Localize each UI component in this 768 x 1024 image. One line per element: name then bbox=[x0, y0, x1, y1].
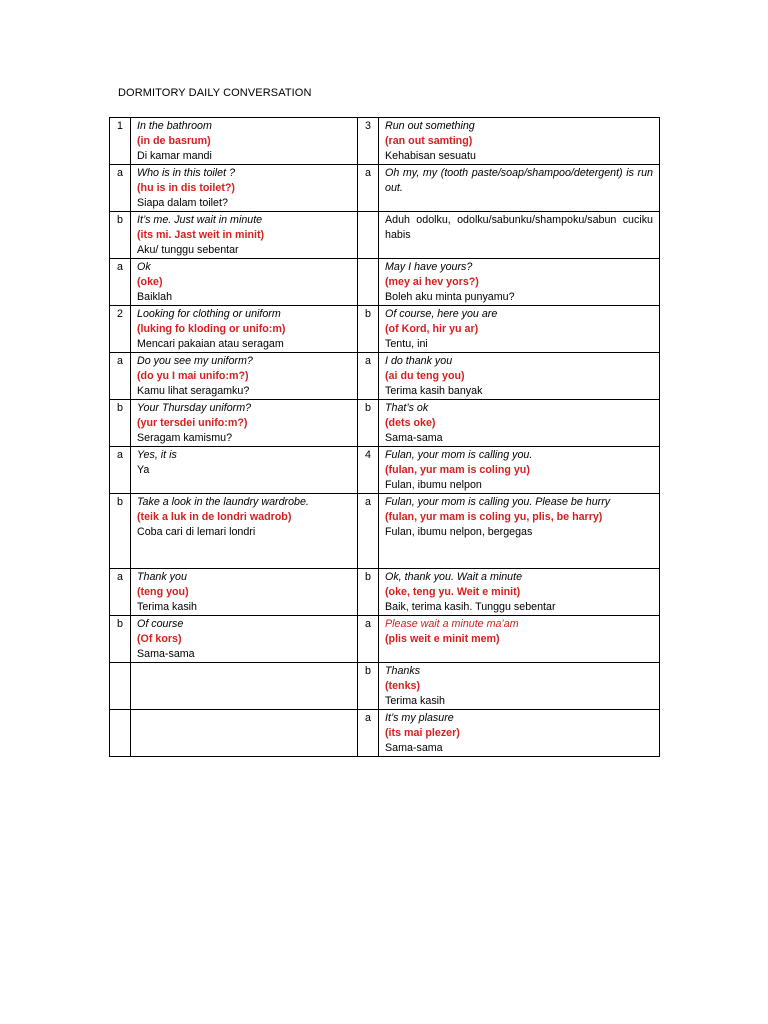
right-marker-cell: a bbox=[358, 353, 379, 400]
table-row bbox=[110, 212, 660, 259]
english-line: Thanks bbox=[385, 665, 421, 677]
left-dialogue-cell bbox=[131, 212, 358, 259]
english-line: Who is in this toilet ? bbox=[137, 167, 236, 179]
left-marker-cell: 2 bbox=[110, 306, 131, 353]
left-marker-cell: b bbox=[110, 494, 131, 569]
right-marker-cell: a bbox=[358, 494, 379, 569]
english-line: It’s my plasure bbox=[385, 712, 454, 724]
pronunciation-line: (yur tersdei unifo:m?) bbox=[137, 417, 248, 429]
right-dialogue-cell bbox=[379, 494, 660, 569]
left-dialogue-cell bbox=[131, 400, 358, 447]
pronunciation-line: (fulan, yur mam is coling yu, plis, be harry) bbox=[385, 511, 603, 523]
table-row bbox=[110, 118, 660, 165]
english-line: Please wait a minute ma’am bbox=[385, 618, 519, 630]
right-dialogue-cell bbox=[379, 616, 660, 663]
right-dialogue-cell bbox=[379, 663, 660, 710]
indonesian-line: Aduh odolku, odolku/sabunku/shampoku/sabun cuciku habis bbox=[385, 214, 653, 241]
indonesian-line: Tentu, ini bbox=[385, 338, 428, 350]
english-line: Looking for clothing or uniform bbox=[137, 308, 281, 320]
right-marker-cell bbox=[358, 212, 379, 259]
english-line: Of course bbox=[137, 618, 184, 630]
pronunciation-line: (its mai plezer) bbox=[385, 727, 460, 739]
right-dialogue-cell bbox=[379, 710, 660, 757]
right-dialogue-cell bbox=[379, 400, 660, 447]
indonesian-line: Fulan, ibumu nelpon bbox=[385, 479, 482, 491]
indonesian-line: Baiklah bbox=[137, 291, 173, 303]
pronunciation-line: (hu is in dis toilet?) bbox=[137, 182, 235, 194]
pronunciation-line: (plis weit e minit mem) bbox=[385, 633, 500, 645]
pronunciation-line: (do yu I mai unifo:m?) bbox=[137, 370, 249, 382]
left-marker-cell: b bbox=[110, 616, 131, 663]
right-dialogue-cell bbox=[379, 165, 660, 212]
right-marker-cell: a bbox=[358, 710, 379, 757]
table-row bbox=[110, 447, 660, 494]
english-line: Fulan, your mom is calling you. bbox=[385, 449, 533, 461]
pronunciation-line: (ai du teng you) bbox=[385, 370, 465, 382]
left-marker-cell bbox=[110, 663, 131, 710]
right-dialogue-cell bbox=[379, 447, 660, 494]
english-line: That’s ok bbox=[385, 402, 429, 414]
indonesian-line: Sama-sama bbox=[385, 432, 443, 444]
english-line: Ok, thank you. Wait a minute bbox=[385, 571, 523, 583]
right-marker-cell: a bbox=[358, 165, 379, 212]
english-line: Your Thursday uniform? bbox=[137, 402, 252, 414]
pronunciation-line: (fulan, yur mam is coling yu) bbox=[385, 464, 530, 476]
left-dialogue-cell bbox=[131, 494, 358, 569]
pronunciation-line: (of Kord, hir yu ar) bbox=[385, 323, 479, 335]
left-marker-cell: b bbox=[110, 212, 131, 259]
pronunciation-line: (teik a luk in de londri wadrob) bbox=[137, 511, 292, 523]
pronunciation-line: (Of kors) bbox=[137, 633, 182, 645]
right-marker-cell: b bbox=[358, 569, 379, 616]
table-row bbox=[110, 569, 660, 616]
conversation-table-body bbox=[110, 118, 660, 757]
english-line: Run out something bbox=[385, 120, 475, 132]
right-dialogue-cell bbox=[379, 569, 660, 616]
left-dialogue-cell bbox=[131, 165, 358, 212]
left-dialogue-cell bbox=[131, 710, 358, 757]
right-dialogue-cell bbox=[379, 118, 660, 165]
indonesian-line: Terima kasih bbox=[385, 695, 445, 707]
left-marker-cell: a bbox=[110, 447, 131, 494]
right-marker-cell bbox=[358, 259, 379, 306]
indonesian-line: Coba cari di lemari londri bbox=[137, 526, 256, 538]
indonesian-line: Mencari pakaian atau seragam bbox=[137, 338, 284, 350]
pronunciation-line: (oke) bbox=[137, 276, 163, 288]
table-row bbox=[110, 616, 660, 663]
pronunciation-line: (tenks) bbox=[385, 680, 421, 692]
english-line: Ok bbox=[137, 261, 151, 273]
indonesian-line: Siapa dalam toilet? bbox=[137, 197, 228, 209]
table-row bbox=[110, 494, 660, 569]
indonesian-line: Baik, terima kasih. Tunggu sebentar bbox=[385, 601, 556, 613]
left-marker-cell: b bbox=[110, 400, 131, 447]
indonesian-line: Boleh aku minta punyamu? bbox=[385, 291, 515, 303]
pronunciation-line: (teng you) bbox=[137, 586, 189, 598]
indonesian-line: Sama-sama bbox=[385, 742, 443, 754]
left-marker-cell bbox=[110, 710, 131, 757]
english-line: In the bathroom bbox=[137, 120, 212, 132]
english-line: May I have yours? bbox=[385, 261, 473, 273]
left-dialogue-cell bbox=[131, 616, 358, 663]
right-marker-cell: b bbox=[358, 306, 379, 353]
english-line: It’s me. Just wait in minute bbox=[137, 214, 263, 226]
pronunciation-line: (dets oke) bbox=[385, 417, 436, 429]
table-row bbox=[110, 663, 660, 710]
table-row bbox=[110, 165, 660, 212]
table-row bbox=[110, 400, 660, 447]
indonesian-line: Ya bbox=[137, 464, 150, 476]
right-dialogue-cell bbox=[379, 306, 660, 353]
pronunciation-line: (in de basrum) bbox=[137, 135, 211, 147]
right-dialogue-cell bbox=[379, 212, 660, 259]
indonesian-line: Seragam kamismu? bbox=[137, 432, 233, 444]
indonesian-line: Sama-sama bbox=[137, 648, 195, 660]
english-line: Yes, it is bbox=[137, 449, 177, 461]
right-marker-cell: a bbox=[358, 616, 379, 663]
pronunciation-line: (oke, teng yu. Weit e minit) bbox=[385, 586, 521, 598]
table-row bbox=[110, 710, 660, 757]
right-dialogue-cell bbox=[379, 259, 660, 306]
indonesian-line: Terima kasih bbox=[137, 601, 197, 613]
right-dialogue-cell bbox=[379, 353, 660, 400]
english-line: Of course, here you are bbox=[385, 308, 498, 320]
english-line: Oh my, my (tooth paste/soap/shampoo/detergent) is run out. bbox=[385, 167, 653, 194]
pronunciation-line: (mey ai hev yors?) bbox=[385, 276, 479, 288]
pronunciation-line: (its mi. Jast weit in minit) bbox=[137, 229, 265, 241]
left-dialogue-cell bbox=[131, 447, 358, 494]
indonesian-line: Kamu lihat seragamku? bbox=[137, 385, 250, 397]
english-line: Take a look in the laundry wardrobe. bbox=[137, 496, 309, 508]
table-row bbox=[110, 353, 660, 400]
left-marker-cell: a bbox=[110, 259, 131, 306]
table-row bbox=[110, 259, 660, 306]
table-row bbox=[110, 306, 660, 353]
left-marker-cell: a bbox=[110, 353, 131, 400]
left-marker-cell: 1 bbox=[110, 118, 131, 165]
indonesian-line: Fulan, ibumu nelpon, bergegas bbox=[385, 526, 533, 538]
right-marker-cell: 4 bbox=[358, 447, 379, 494]
left-dialogue-cell bbox=[131, 663, 358, 710]
left-dialogue-cell bbox=[131, 259, 358, 306]
left-dialogue-cell bbox=[131, 306, 358, 353]
right-marker-cell: b bbox=[358, 400, 379, 447]
pronunciation-line: (luking fo kloding or unifo:m) bbox=[137, 323, 286, 335]
right-marker-cell: 3 bbox=[358, 118, 379, 165]
left-dialogue-cell bbox=[131, 353, 358, 400]
indonesian-line: Kehabisan sesuatu bbox=[385, 150, 476, 162]
left-marker-cell: a bbox=[110, 569, 131, 616]
document-title: DORMITORY DAILY CONVERSATION bbox=[118, 87, 312, 99]
indonesian-line: Di kamar mandi bbox=[137, 150, 212, 162]
conversation-table bbox=[109, 117, 660, 757]
left-dialogue-cell bbox=[131, 569, 358, 616]
english-line: Do you see my uniform? bbox=[137, 355, 253, 367]
english-line: Thank you bbox=[137, 571, 187, 583]
english-line: I do thank you bbox=[385, 355, 453, 367]
indonesian-line: Aku/ tunggu sebentar bbox=[137, 244, 239, 256]
left-marker-cell: a bbox=[110, 165, 131, 212]
indonesian-line: Terima kasih banyak bbox=[385, 385, 483, 397]
pronunciation-line: (ran out samting) bbox=[385, 135, 473, 147]
left-dialogue-cell bbox=[131, 118, 358, 165]
right-marker-cell: b bbox=[358, 663, 379, 710]
english-line: Fulan, your mom is calling you. Please be hurry bbox=[385, 496, 611, 508]
